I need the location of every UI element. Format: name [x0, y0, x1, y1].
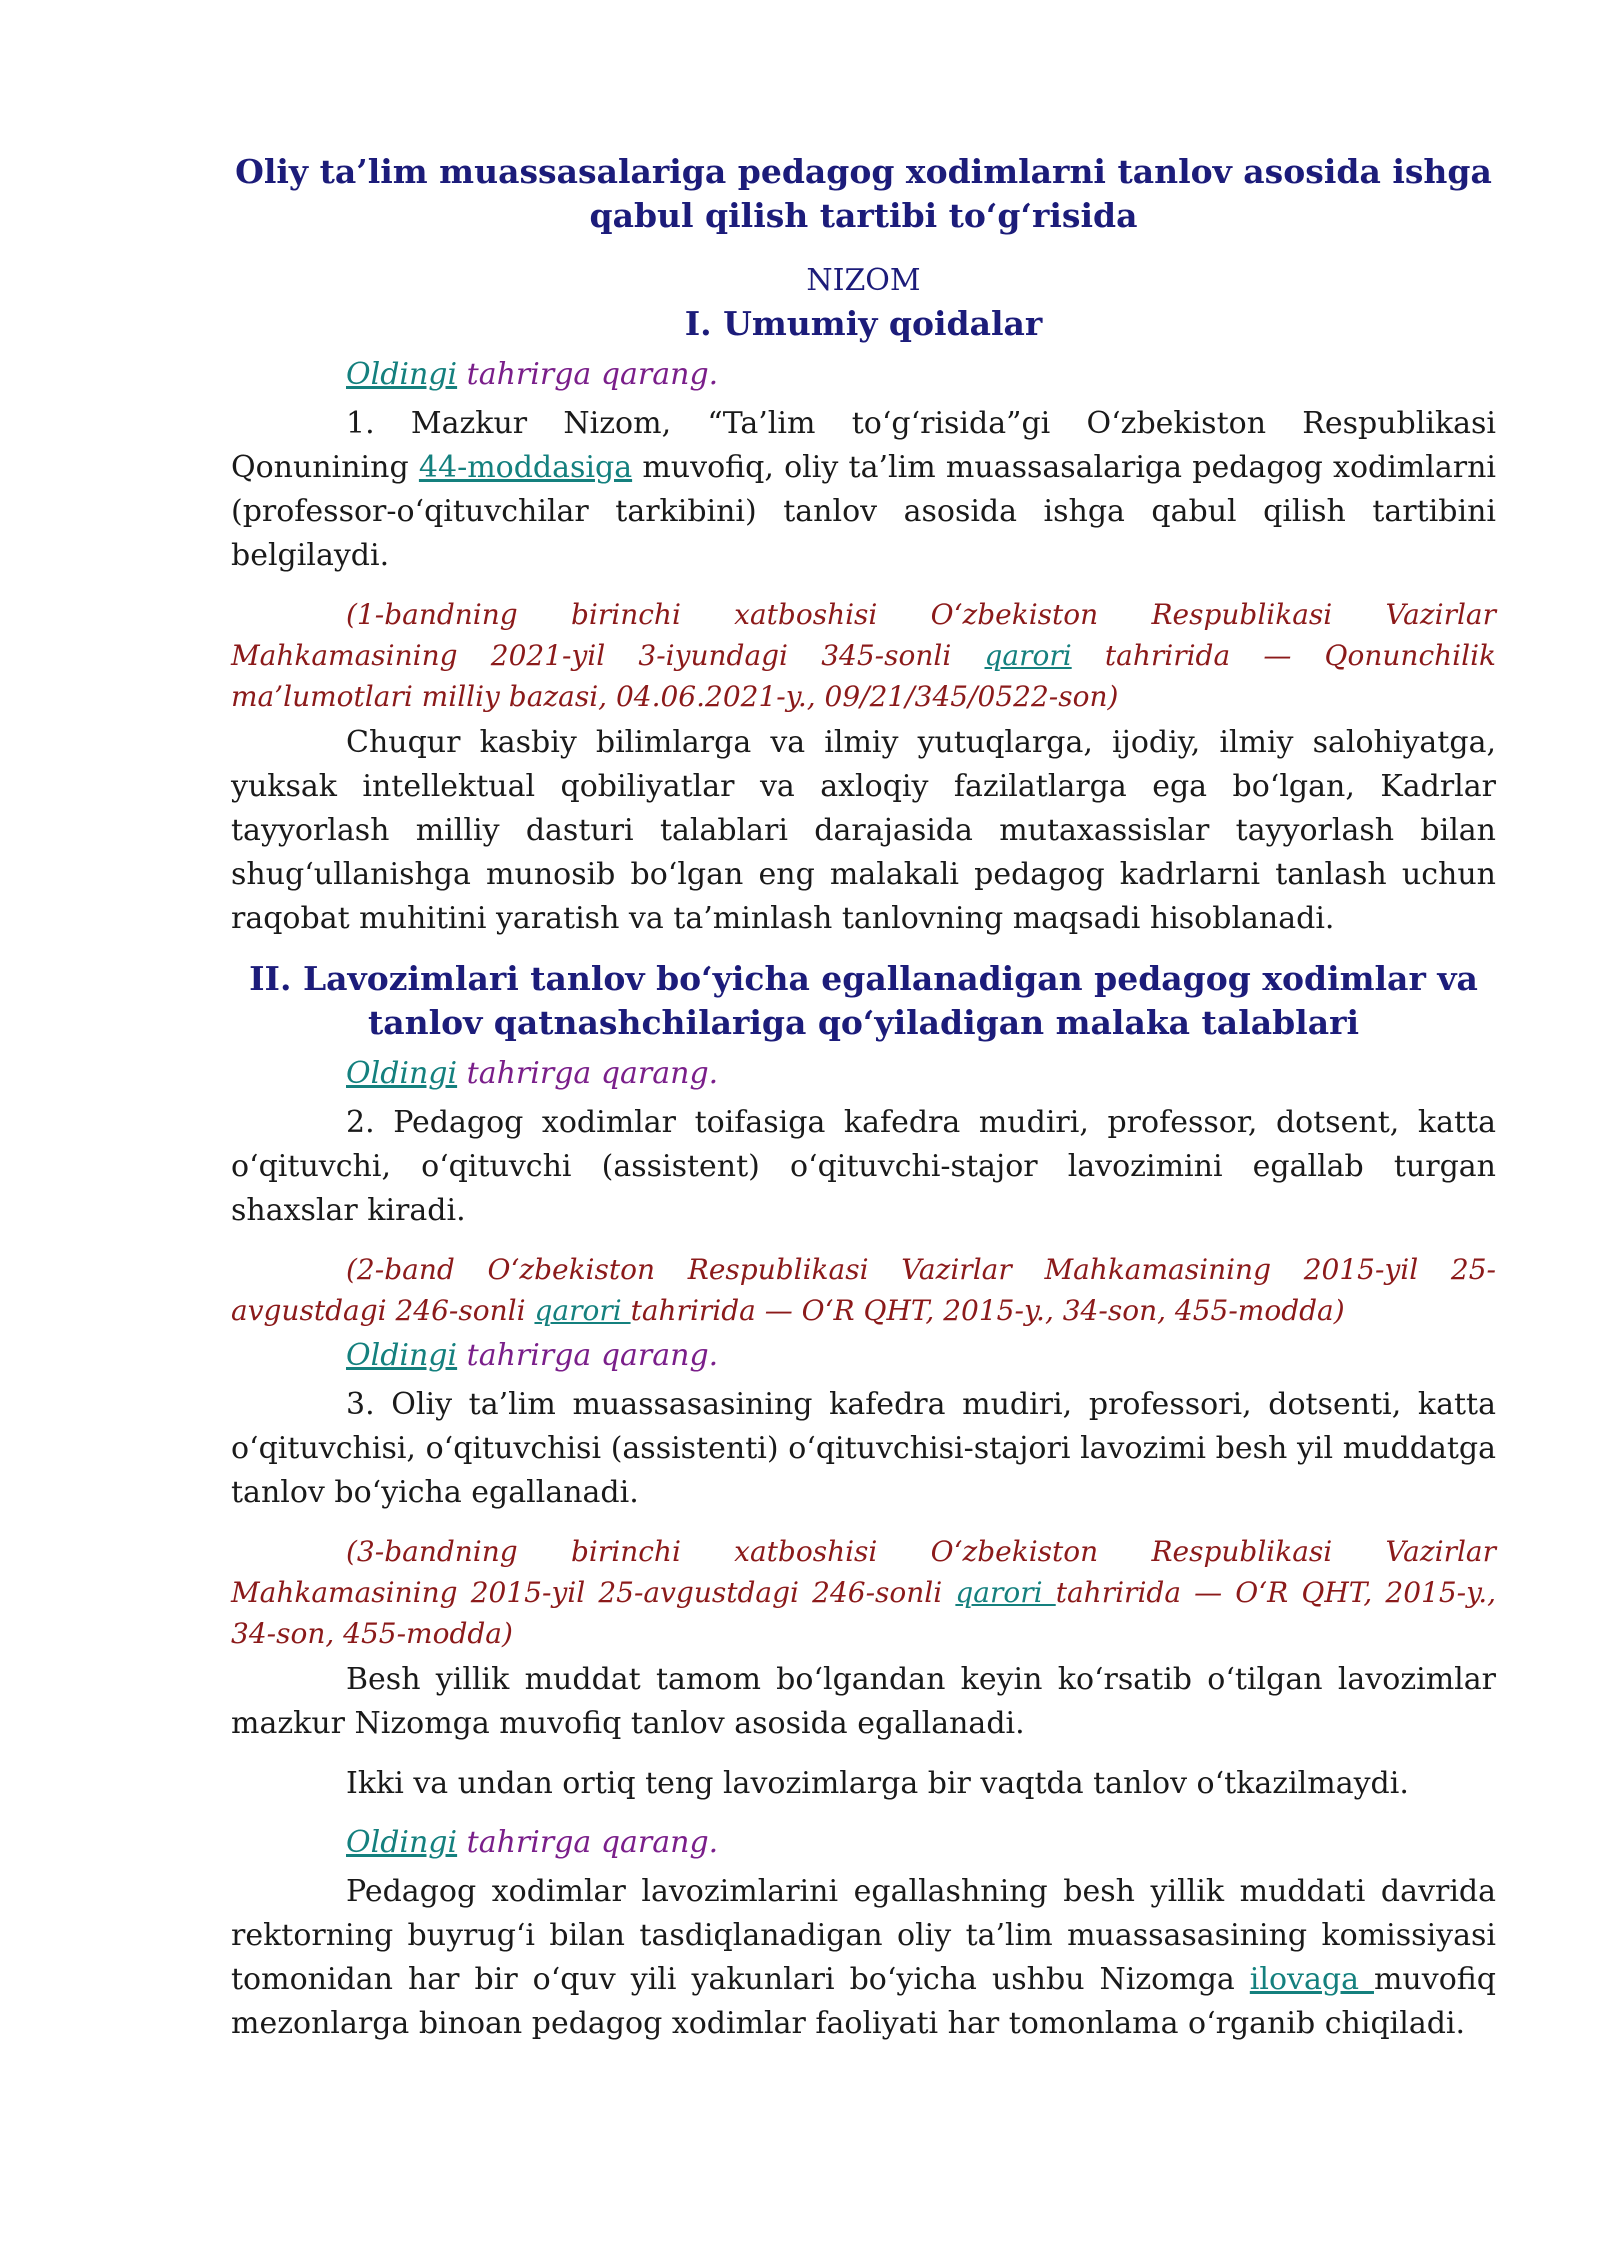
paragraph-equal-positions: Ikki va undan ortiq teng lavozimlarga bir vaqtda tanlov o‘tkazilmaydi. [346, 1766, 1409, 1801]
paragraph-term: Besh yillik muddat tamom bo‘lgandan keyin ko‘rsatib o‘tilgan lavozimlar mazkur Nizomga muvofiq tanlov asosida egallanadi. [231, 1662, 1496, 1741]
paragraph-review-text-a: Pedagog xodimlar lavozimlarini egallashning besh yillik muddati davrida rektorning buyrug‘i bilan tasdiqlanadigan oliy ta’lim muassasasining komissiyasi tomonidan har bir o‘quv yili yakunlari bo‘yicha ushbu Nizomga [231, 1874, 1496, 1997]
previous-edition-text: tahrirga qarang. [466, 1338, 719, 1373]
paragraph-1 [231, 402, 1496, 578]
appendix-link[interactable]: ilovaga [1249, 1962, 1374, 1997]
previous-edition-link[interactable]: Oldingi [346, 1056, 458, 1091]
decree-link-1[interactable]: qarori [984, 639, 1072, 672]
previous-edition-text: tahrirga qarang. [466, 357, 719, 392]
amendment-note-2-text-a: (2-band O‘zbekiston Respublikasi Vazirlar Mahkamasining 2015-yil 25-avgustdagi 246-sonli [231, 1253, 1496, 1327]
paragraph-3: 3. Oliy ta’lim muassasasining kafedra mudiri, professori, dotsenti, katta o‘qituvchisi, o‘qituvchisi (assistenti) o‘qituvchisi-stajori lavozimi besh yil muddatga tanlov bo‘yicha egallanadi. [231, 1387, 1496, 1510]
decree-link-2[interactable]: qarori [534, 1294, 631, 1327]
previous-edition-link[interactable]: Oldingi [346, 1825, 458, 1860]
decree-link-3[interactable]: qarori [955, 1576, 1056, 1609]
previous-edition-text: tahrirga qarang. [466, 1825, 719, 1860]
paragraph-goal: Chuqur kasbiy bilimlarga va ilmiy yutuqlarga, ijodiy, ilmiy salohiyatga, yuksak intellektual qobiliyatlar va axloqiy fazilatlarga ega bo‘lgan, Kadrlar tayyorlash milliy dasturi talablari darajasida mutaxassislar tayyorlash bilan shug‘ullanishga munosib bo‘lgan eng malakali pedagog kadrlarni tanlash uchun raqobat muhitini yaratish va ta’minlash tanlovning maqsadi hisoblanadi. [231, 725, 1496, 936]
amendment-note-3-text-a: (3-bandning birinchi xatboshisi O‘zbekiston Respublikasi Vazirlar Mahkamasining 2015-yil 25-avgustdagi 246-sonli [231, 1535, 1496, 1609]
amendment-note-2-text-b: tahririda — O‘R QHT, 2015-y., 34-son, 455-modda) [630, 1294, 1345, 1327]
amendment-note-1-text-a: (1-bandning birinchi xatboshisi O‘zbekiston Respublikasi Vazirlar Mahkamasining 2021-yil 3-iyundagi 345-sonli [231, 598, 1496, 672]
amendment-note-1-text-b: tahririda — Qonunchilik ma’lumotlari milliy bazasi, 04.06.2021-y., 09/21/345/0522-son) [231, 639, 1497, 713]
paragraph-review-text-b: muvofiq mezonlarga binoan pedagog xodimlar faoliyati har tomonlama o‘rganib chiqiladi. [231, 1962, 1496, 2041]
amendment-note-3-text-b: tahririda — O‘R QHT, 2015-y., 34-son, 455-modda) [231, 1576, 1496, 1650]
document-title: Oliy ta’lim muassasalariga pedagog xodimlarni tanlov asosida ishga qabul qilish tartibi to‘g‘risida [235, 152, 1492, 235]
section-1-heading: I. Umumiy qoidalar [684, 304, 1043, 343]
amendment-note-2 [231, 1249, 1496, 1331]
paragraph-1-text-a: 1. Mazkur Nizom, “Ta’lim to‘g‘risida”gi O‘zbekiston Respublikasi Qonunining [231, 406, 1496, 485]
amendment-note-3 [231, 1531, 1496, 1654]
document-page [231, 150, 1496, 2062]
amendment-note-1 [231, 594, 1496, 717]
paragraph-1-text-b: muvofiq, oliy ta’lim muassasalariga pedagog xodimlarni (professor-o‘qituvchilar tarkibini) tanlov asosida ishga qabul qilish tartibini belgilaydi. [231, 450, 1496, 573]
previous-edition-link[interactable]: Oldingi [346, 1338, 458, 1373]
document-subtitle: NIZOM [806, 263, 921, 298]
previous-edition-text: tahrirga qarang. [466, 1056, 719, 1091]
section-2-heading: II. Lavozimlari tanlov bo‘yicha egallanadigan pedagog xodimlar va tanlov qatnashchilariga qo‘yiladigan malaka talablari [249, 959, 1478, 1042]
previous-edition-link[interactable]: Oldingi [346, 357, 458, 392]
article-44-link[interactable]: 44-moddasiga [418, 450, 633, 485]
paragraph-2: 2. Pedagog xodimlar toifasiga kafedra mudiri, professor, dotsent, katta o‘qituvchi, o‘qituvchi (assistent) o‘qituvchi-stajor lavozimini egallab turgan shaxslar kiradi. [231, 1105, 1496, 1228]
previous-edition-note-4 [231, 1822, 1496, 1864]
previous-edition-note-1 [231, 354, 1496, 396]
previous-edition-note-2 [231, 1053, 1496, 1095]
previous-edition-note-3 [231, 1335, 1496, 1377]
paragraph-review [231, 1870, 1496, 2046]
